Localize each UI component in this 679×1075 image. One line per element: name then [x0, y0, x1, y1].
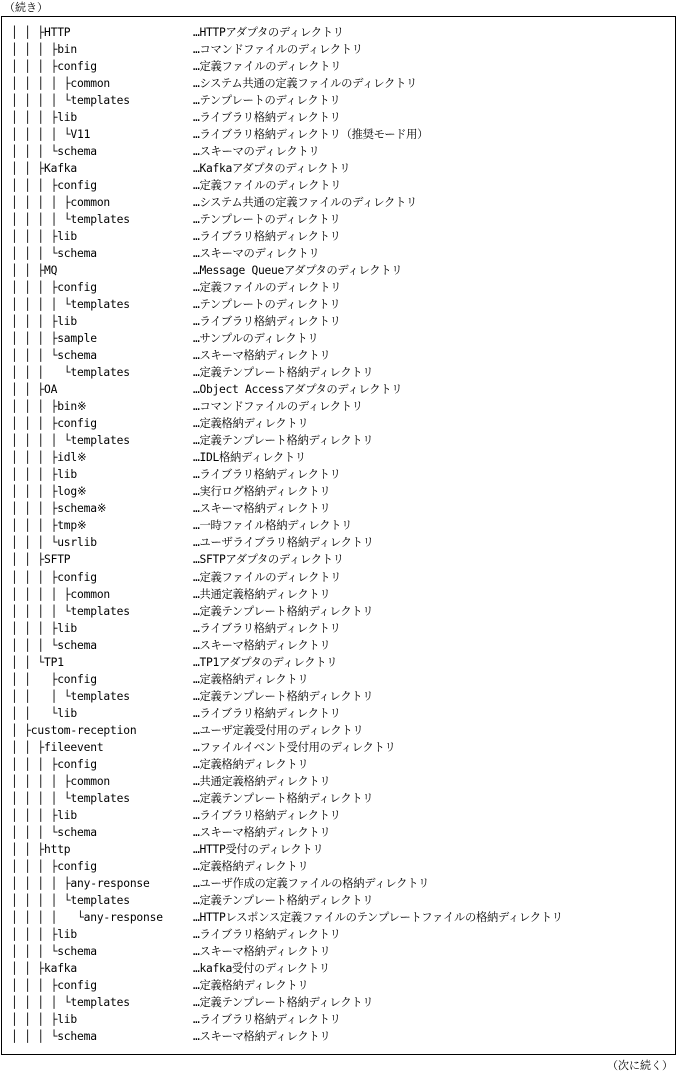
tree-row	[11, 228, 675, 245]
tree-row	[11, 415, 675, 432]
tree-row	[11, 892, 675, 909]
directory-description: …定義格納ディレクトリ	[193, 978, 309, 992]
tree-row	[11, 790, 675, 807]
tree-row	[11, 756, 675, 773]
tree-row	[11, 109, 675, 126]
tree-row	[11, 41, 675, 58]
tree-row	[11, 398, 675, 415]
directory-path: │ │ │ ├config	[11, 859, 97, 873]
directory-description: …ファイルイベント受付用のディレクトリ	[193, 740, 396, 754]
tree-row	[11, 705, 675, 722]
directory-description: …ユーザ定義受付用のディレクトリ	[193, 723, 364, 737]
directory-path: │ │ ├Kafka	[11, 162, 78, 176]
directory-description: …スキーマ格納ディレクトリ	[193, 502, 331, 516]
directory-path: │ │ │ ├lib	[11, 1012, 78, 1026]
directory-path: │ │ │ └schema	[11, 349, 97, 363]
directory-path: │ │ │ ├config	[11, 281, 97, 295]
directory-description: …システム共通の定義ファイルのディレクトリ	[193, 77, 417, 91]
tree-row	[11, 688, 675, 705]
directory-description: …Object Accessアダプタのディレクトリ	[193, 383, 403, 397]
directory-description: …HTTPレスポンス定義ファイルのテンプレートファイルの格納ディレクトリ	[193, 910, 563, 924]
tree-row	[11, 569, 675, 586]
directory-description: …定義ファイルのディレクトリ	[193, 179, 342, 193]
tree-row	[11, 654, 675, 671]
directory-path: │ │ │ │ └V11	[11, 128, 91, 142]
directory-description: …テンプレートのディレクトリ	[193, 213, 341, 227]
directory-description: …定義テンプレート格納ディレクトリ	[193, 366, 374, 380]
directory-description: …スキーマ格納ディレクトリ	[193, 825, 331, 839]
directory-path: │ │ ├http	[11, 842, 71, 856]
directory-description: …定義格納ディレクトリ	[193, 672, 309, 686]
directory-description: …定義テンプレート格納ディレクトリ	[193, 791, 374, 805]
directory-path: │ │ │ │ ├common	[11, 196, 111, 210]
directory-path: │ │ │ ├config	[11, 60, 97, 74]
directory-path: │ │ │ ├config	[11, 978, 97, 992]
tree-row	[11, 381, 675, 398]
tree-row	[11, 347, 675, 364]
directory-path: │ │ │ ├lib	[11, 111, 78, 125]
directory-path: │ │ │ │ └templates	[11, 213, 130, 227]
directory-description: …ライブラリ格納ディレクトリ	[193, 111, 341, 125]
directory-description: …kafka受付のディレクトリ	[193, 961, 330, 975]
continued-note: （続き）	[4, 1, 48, 14]
directory-path: │ │ ├kafka	[11, 961, 78, 975]
directory-description: …スキーマのディレクトリ	[193, 145, 320, 159]
directory-description: …定義テンプレート格納ディレクトリ	[193, 434, 374, 448]
directory-description: …共通定義格納ディレクトリ	[193, 587, 331, 601]
tree-row	[11, 586, 675, 603]
tree-row	[11, 517, 675, 534]
directory-description: …スキーマ格納ディレクトリ	[193, 944, 331, 958]
directory-path: │ │ │ │ └any-response	[11, 910, 163, 924]
directory-description: …ライブラリ格納ディレクトリ	[193, 621, 341, 635]
directory-description: …定義格納ディレクトリ	[193, 417, 309, 431]
tree-row	[11, 126, 675, 143]
directory-path: │ │ │ ├bin	[11, 43, 78, 57]
directory-path: │ │ └TP1	[11, 655, 64, 669]
tree-row	[11, 75, 675, 92]
tree-row	[11, 603, 675, 620]
directory-description: …コマンドファイルのディレクトリ	[193, 400, 363, 414]
directory-description: …HTTPアダプタのディレクトリ	[193, 26, 344, 39]
directory-path: │ │ │ ├lib	[11, 621, 78, 635]
tree-row	[11, 500, 675, 517]
directory-path: │ │ │ └usrlib	[11, 536, 97, 550]
directory-description: …ライブラリ格納ディレクトリ	[193, 468, 341, 482]
directory-path: │ │ │ └templates	[11, 366, 130, 380]
directory-path: │ │ │ ├tmp※	[11, 519, 87, 533]
directory-description: …システム共通の定義ファイルのディレクトリ	[193, 196, 417, 210]
directory-tree	[11, 24, 675, 1045]
directory-description: …実行ログ格納ディレクトリ	[193, 485, 331, 499]
directory-description: …IDL格納ディレクトリ	[193, 451, 306, 465]
tree-row	[11, 92, 675, 109]
directory-path: │ │ │ └schema	[11, 247, 97, 261]
tree-row	[11, 313, 675, 330]
tree-row	[11, 245, 675, 262]
directory-path: │ ├custom-reception	[11, 723, 137, 737]
directory-description: …ライブラリ格納ディレクトリ	[193, 315, 341, 329]
tree-row	[11, 432, 675, 449]
directory-description: …SFTPアダプタのディレクトリ	[193, 553, 344, 567]
directory-description: …ライブラリ格納ディレクトリ	[193, 1012, 341, 1026]
directory-description: …ライブラリ格納ディレクトリ	[193, 706, 341, 720]
directory-path: │ │ │ └schema	[11, 825, 97, 839]
tree-row	[11, 960, 675, 977]
tree-row	[11, 926, 675, 943]
tree-row	[11, 262, 675, 279]
directory-path: │ │ │ ├log※	[11, 485, 87, 499]
directory-tree-frame	[1, 16, 676, 1055]
directory-description: …定義テンプレート格納ディレクトリ	[193, 689, 374, 703]
directory-description: …スキーマ格納ディレクトリ	[193, 1029, 331, 1043]
directory-description: …定義格納ディレクトリ	[193, 859, 309, 873]
directory-path: │ │ ├SFTP	[11, 553, 71, 567]
directory-path: │ │ ├config	[11, 672, 97, 686]
directory-path: │ │ │ └schema	[11, 944, 97, 958]
continues-next-note: （次に続く）	[607, 1059, 673, 1072]
tree-row	[11, 177, 675, 194]
directory-path: │ │ │ ├lib	[11, 808, 78, 822]
directory-path: │ │ ├OA	[11, 383, 58, 397]
directory-description: …スキーマのディレクトリ	[193, 247, 320, 261]
directory-description: …スキーマ格納ディレクトリ	[193, 638, 331, 652]
tree-row	[11, 620, 675, 637]
directory-description: …一時ファイル格納ディレクトリ	[193, 519, 353, 533]
directory-path: │ │ │ └schema	[11, 145, 97, 159]
directory-description: …コマンドファイルのディレクトリ	[193, 43, 363, 57]
directory-description: …Kafkaアダプタのディレクトリ	[193, 162, 351, 176]
directory-description: …定義テンプレート格納ディレクトリ	[193, 995, 374, 1009]
tree-row	[11, 1028, 675, 1045]
directory-path: │ │ │ │ └templates	[11, 893, 130, 907]
tree-row	[11, 364, 675, 381]
directory-description: …定義格納ディレクトリ	[193, 757, 309, 771]
directory-path: │ │ │ │ └templates	[11, 791, 130, 805]
tree-row	[11, 722, 675, 739]
tree-row	[11, 824, 675, 841]
directory-path: │ │ │ ├sample	[11, 332, 97, 346]
tree-row	[11, 296, 675, 313]
directory-description: …テンプレートのディレクトリ	[193, 298, 341, 312]
directory-description: …ライブラリ格納ディレクトリ	[193, 230, 341, 244]
tree-row	[11, 841, 675, 858]
tree-row	[11, 807, 675, 824]
tree-row	[11, 858, 675, 875]
directory-description: …定義テンプレート格納ディレクトリ	[193, 604, 374, 618]
tree-row	[11, 773, 675, 790]
directory-path: │ │ │ ├schema※	[11, 502, 107, 516]
tree-row	[11, 994, 675, 1011]
directory-description: …定義テンプレート格納ディレクトリ	[193, 893, 374, 907]
directory-path: │ │ │ │ ├common	[11, 77, 111, 91]
directory-path: │ │ │ │ └templates	[11, 434, 130, 448]
tree-row	[11, 739, 675, 756]
tree-row	[11, 24, 675, 41]
directory-description: …定義ファイルのディレクトリ	[193, 281, 342, 295]
directory-path: │ │ │ │ └templates	[11, 94, 130, 108]
tree-row	[11, 466, 675, 483]
directory-description: …サンプルのディレクトリ	[193, 332, 319, 346]
directory-path: │ │ │ ├lib	[11, 468, 78, 482]
tree-row	[11, 143, 675, 160]
directory-path: │ │ │ │ └templates	[11, 995, 130, 1009]
tree-row	[11, 160, 675, 177]
directory-path: │ │ │ │ └templates	[11, 298, 130, 312]
tree-row	[11, 194, 675, 211]
directory-path: │ │ │ ├config	[11, 417, 97, 431]
tree-row	[11, 875, 675, 892]
tree-row	[11, 534, 675, 551]
tree-row	[11, 551, 675, 568]
directory-path: │ │ │ └schema	[11, 638, 97, 652]
tree-row	[11, 637, 675, 654]
directory-path: │ │ │ │ ├common	[11, 774, 111, 788]
directory-description: …定義ファイルのディレクトリ	[193, 60, 342, 74]
directory-description: …HTTP受付のディレクトリ	[193, 842, 324, 856]
directory-description: …定義ファイルのディレクトリ	[193, 570, 342, 584]
directory-description: …Message Queueアダプタのディレクトリ	[193, 264, 403, 278]
directory-path: │ │ └lib	[11, 706, 78, 720]
directory-path: │ │ │ ├idl※	[11, 451, 87, 465]
directory-path: │ │ │ └templates	[11, 689, 130, 703]
directory-description: …テンプレートのディレクトリ	[193, 94, 341, 108]
tree-row	[11, 1011, 675, 1028]
directory-description: …ユーザライブラリ格納ディレクトリ	[193, 536, 374, 550]
directory-description: …ライブラリ格納ディレクトリ	[193, 927, 341, 941]
tree-row	[11, 58, 675, 75]
directory-path: │ │ │ ├lib	[11, 315, 78, 329]
directory-path: │ │ │ ├bin※	[11, 400, 87, 414]
tree-row	[11, 671, 675, 688]
directory-description: …スキーマ格納ディレクトリ	[193, 349, 331, 363]
directory-description: …共通定義格納ディレクトリ	[193, 774, 331, 788]
directory-description: …ユーザ作成の定義ファイルの格納ディレクトリ	[193, 876, 430, 890]
directory-path: │ │ │ └schema	[11, 1029, 97, 1043]
tree-row	[11, 977, 675, 994]
directory-path: │ │ ├fileevent	[11, 740, 104, 754]
directory-path: │ │ │ ├config	[11, 570, 97, 584]
tree-row	[11, 449, 675, 466]
directory-path: │ │ │ │ ├common	[11, 587, 111, 601]
directory-description: …ライブラリ格納ディレクトリ	[193, 808, 341, 822]
directory-description: …ライブラリ格納ディレクトリ（推奨モード用）	[193, 128, 429, 142]
tree-row	[11, 330, 675, 347]
directory-path: │ │ │ ├config	[11, 757, 97, 771]
tree-row	[11, 943, 675, 960]
tree-row	[11, 211, 675, 228]
directory-path: │ │ │ │ ├any-response	[11, 876, 150, 890]
directory-path: │ │ │ ├lib	[11, 230, 78, 244]
tree-row	[11, 279, 675, 296]
tree-row	[11, 909, 675, 926]
tree-row	[11, 483, 675, 500]
directory-path: │ │ │ │ └templates	[11, 604, 130, 618]
directory-path: │ │ ├HTTP	[11, 26, 71, 39]
directory-path: │ │ │ ├lib	[11, 927, 78, 941]
directory-path: │ │ │ ├config	[11, 179, 97, 193]
directory-path: │ │ ├MQ	[11, 264, 58, 278]
directory-description: …TP1アダプタのディレクトリ	[193, 655, 338, 669]
